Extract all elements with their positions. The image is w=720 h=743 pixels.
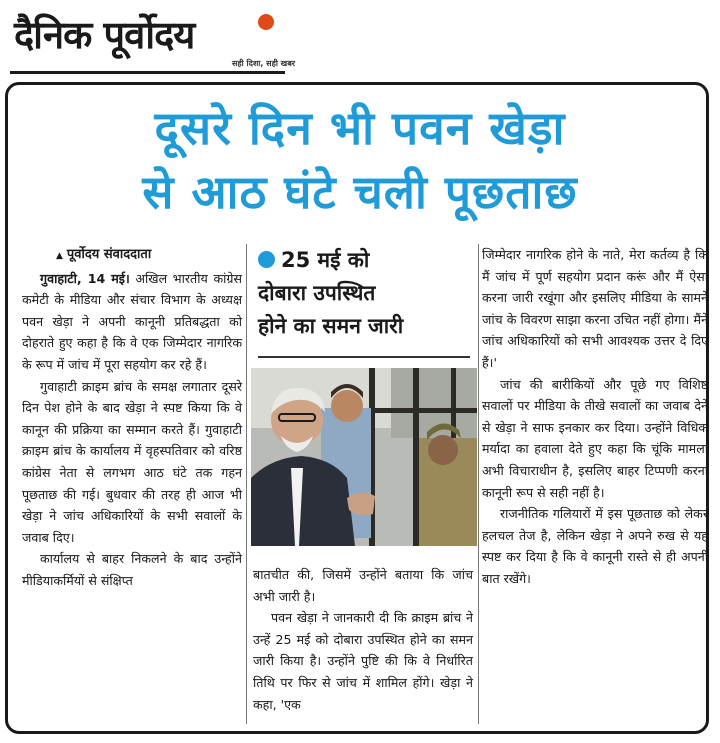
article-column-2	[253, 564, 473, 715]
article-column-1	[22, 244, 242, 592]
paragraph: कार्यालय से बाहर निकलने के बाद उन्होंने मीडियाकर्मियों से संक्षिप्त	[22, 551, 242, 588]
masthead-rule	[10, 71, 285, 74]
headline-line-2: से आठ घंटे चली पूछताछ	[142, 165, 578, 219]
paragraph: गुवाहाटी क्राइम ब्रांच के समक्ष लगातार दूसरे दिन पेश होने के बाद खेड़ा ने स्पष्ट किया कि वे कानून की प्रक्रिया का सम्मान करते हैं। गुवाहाटी क्राइम ब्रांच के कार्यालय में वृहस्पतिवार को वरिष्ठ कांग्रेस नेता से लगभग आठ घंटे तक गहन पूछताछ की गई। बुधवार की तरह ही आज भी खेड़ा ने जांच अधिकारियों के सभी सवालों के जवाब दिए।	[22, 378, 242, 545]
paragraph: जांच की बारीकियों और पूछे गए विशिष्ट सवालों पर मीडिया के तीखे सवालों का जवाब देने से खेड़ा ने साफ इनकार कर दिया। उन्होंने विधिक मर्यादा का हवाला देते हुए कहा कि चूंकि मामला अभी विचाराधीन है, इसलिए बाहर टिप्पणी करना कानूनी रूप से सही नहीं है।	[482, 376, 708, 500]
teaser-box	[258, 244, 470, 343]
masthead	[0, 0, 720, 78]
paragraph: जिम्मेदार नागरिक होने के नाते, मेरा कर्तव्य है कि मैं जांच में पूर्ण सहयोग प्रदान करूं और मैं ऐसा करना जारी रखूंगा और इसलिए मीडिया के सामने जांच के विवरण साझा करना उचित नहीं होगा। मैंने जांच अधिकारियों को सभी आवश्यक उत्तर दे दिए हैं।'	[482, 247, 708, 370]
headline-line-1: दूसरे दिन भी पवन खेड़ा	[154, 101, 566, 155]
byline-text: पूर्वोदय संवाददाता	[66, 247, 152, 262]
article-column-3	[482, 244, 708, 590]
triangle-icon: ▲	[56, 251, 63, 261]
logo-dot-icon	[258, 14, 274, 30]
byline	[22, 244, 242, 268]
column-divider	[246, 244, 247, 724]
teaser-line-3: होने का समन जारी	[258, 314, 404, 338]
newspaper-tagline: सही दिशा, सही खबर	[232, 59, 296, 68]
news-photo	[251, 368, 477, 546]
paragraph: पवन खेड़ा ने जानकारी दी कि क्राइम ब्रांच ने उन्हें 25 मई को दोबारा उपस्थित होने का समन जारी किया है। उन्होंने पुष्टि की कि वे निर्धारित तिथि पर फिर से जांच में शामिल होंगे। खेड़ा ने कहा, 'एक	[253, 610, 473, 712]
paragraph-text: अखिल भारतीय कांग्रेस कमेटी के मीडिया और संचार विभाग के अध्यक्ष पवन खेड़ा ने अपनी कानूनी प्रतिबद्धता को दोहराते हुए कहा है कि वे एक जिम्मेदार नागरिक के रूप में जांच में पूरा सहयोग कर रहे हैं।	[22, 270, 242, 372]
bullet-dot-icon	[258, 251, 275, 268]
paragraph: राजनीतिक गलियारों में इस पूछताछ को लेकर हलचल तेज है, लेकिन खेड़ा ने अपने रुख से यह स्पष्ट कर दिया है कि वे कानूनी रास्ते से ही अपनी बात रखेंगे।	[482, 506, 708, 586]
teaser-line-1: 25 मई को	[281, 248, 370, 272]
paragraph: बातचीत की, जिसमें उन्होंने बताया कि जांच अभी जारी है।	[253, 567, 473, 604]
newspaper-title: दैनिक पूर्वोदय	[14, 13, 195, 57]
teaser-rule	[258, 356, 470, 358]
dateline: गुवाहाटी, 14 मई।	[40, 270, 130, 286]
teaser-line-2: दोबारा उपस्थित	[258, 281, 376, 305]
paragraph	[22, 268, 242, 376]
column-divider	[478, 244, 479, 724]
news-photo-illustration	[251, 368, 477, 546]
